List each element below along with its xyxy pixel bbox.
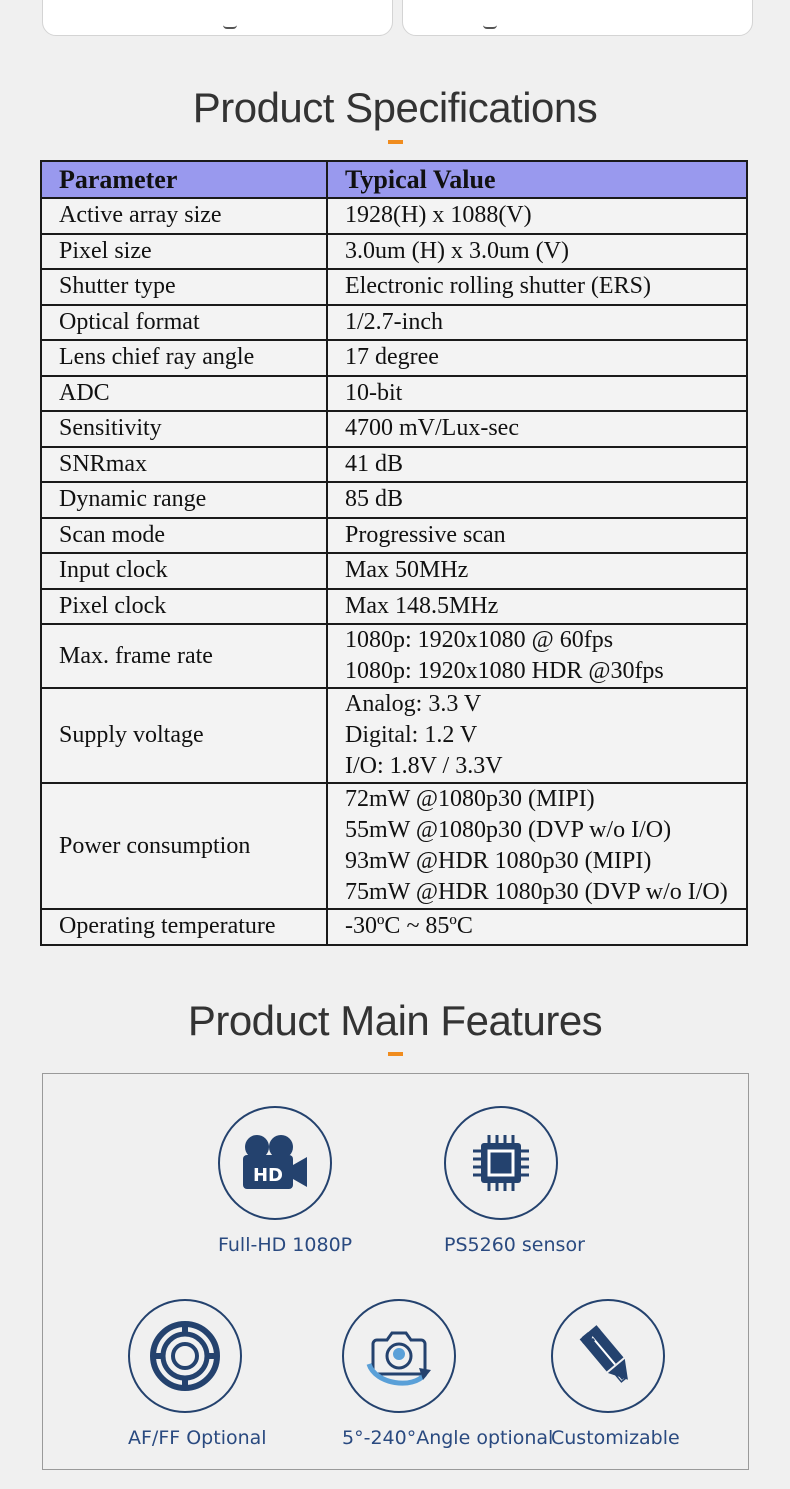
features-title-accent — [388, 1052, 403, 1056]
value-line: 85 dB — [345, 486, 404, 513]
specifications-table — [40, 160, 748, 946]
value-line: 55mW @1080p30 (DVP w/o I/O) — [345, 817, 672, 843]
feature-sensor — [444, 1106, 585, 1256]
parameter-cell: Lens chief ray angle — [41, 340, 327, 376]
parameter-cell: Power consumption — [41, 783, 327, 909]
svg-text:E: E — [613, 1368, 630, 1386]
parameter-cell: Dynamic range — [41, 482, 327, 518]
value-cell — [327, 482, 747, 518]
features-panel — [42, 1073, 749, 1470]
value-line: 3.0um (H) x 3.0um (V) — [345, 237, 569, 264]
feature-label: Customizable — [551, 1427, 680, 1449]
table-row — [41, 198, 747, 234]
table-row — [41, 234, 747, 270]
value-cell — [327, 269, 747, 305]
value-line: 1928(H) x 1088(V) — [345, 202, 532, 229]
value-cell — [327, 783, 747, 909]
parameter-cell: Pixel size — [41, 234, 327, 270]
table-row — [41, 688, 747, 783]
top-card-right — [402, 0, 753, 36]
value-line: Max 50MHz — [345, 557, 469, 584]
value-cell — [327, 518, 747, 554]
table-row — [41, 518, 747, 554]
specifications-title: Product Specifications — [192, 84, 598, 131]
table-row — [41, 305, 747, 341]
value-line: 4700 mV/Lux-sec — [345, 415, 519, 442]
parameter-cell: SNRmax — [41, 447, 327, 483]
feature-label: Full-HD 1080P — [218, 1234, 353, 1256]
value-cell — [327, 376, 747, 412]
table-row — [41, 909, 747, 945]
table-row — [41, 411, 747, 447]
features-title: Product Main Features — [187, 997, 603, 1044]
hd-camera-icon — [218, 1106, 332, 1220]
chip-icon — [444, 1106, 558, 1220]
value-line: 93mW @HDR 1080p30 (MIPI) — [345, 848, 652, 874]
value-line: 10-bit — [345, 379, 403, 406]
header-typical-value: Typical Value — [327, 161, 747, 198]
table-row — [41, 553, 747, 589]
value-line: 75mW @HDR 1080p30 (DVP w/o I/O) — [345, 879, 728, 905]
value-line: -30ºC ~ 85ºC — [345, 913, 473, 940]
table-row — [41, 624, 747, 688]
pencil-edit-icon — [551, 1299, 665, 1413]
parameter-cell: Scan mode — [41, 518, 327, 554]
value-cell — [327, 624, 747, 688]
parameter-cell: Active array size — [41, 198, 327, 234]
value-cell — [327, 305, 747, 341]
parameter-cell: Supply voltage — [41, 688, 327, 783]
value-cell — [327, 589, 747, 625]
table-row — [41, 783, 747, 909]
value-line: Digital: 1.2 V — [345, 722, 478, 748]
value-line: 72mW @1080p30 (MIPI) — [345, 786, 595, 812]
value-line: Electronic rolling shutter (ERS) — [345, 273, 651, 300]
feature-label: PS5260 sensor — [444, 1234, 585, 1256]
value-cell — [327, 447, 747, 483]
parameter-cell: Pixel clock — [41, 589, 327, 625]
svg-text:E: E — [580, 1331, 598, 1349]
header-parameter: Parameter — [41, 161, 327, 198]
camera-rotate-icon — [342, 1299, 456, 1413]
parameter-cell: Operating temperature — [41, 909, 327, 945]
table-row — [41, 340, 747, 376]
value-line: Max 148.5MHz — [345, 592, 499, 619]
feature-af-ff — [128, 1299, 267, 1449]
feature-label: 5°-240°Angle optional — [342, 1427, 554, 1449]
value-cell — [327, 411, 747, 447]
table-header-row — [41, 161, 747, 198]
value-cell — [327, 234, 747, 270]
parameter-cell: Optical format — [41, 305, 327, 341]
parameter-cell: Input clock — [41, 553, 327, 589]
top-card-left — [42, 0, 393, 36]
card-partial-graphic — [223, 25, 237, 29]
value-line: 1080p: 1920x1080 @ 60fps — [345, 627, 614, 653]
value-line: 17 degree — [345, 344, 439, 371]
card-partial-graphic — [483, 25, 497, 29]
table-row — [41, 376, 747, 412]
parameter-cell: Sensitivity — [41, 411, 327, 447]
specifications-title-accent — [388, 140, 403, 144]
value-cell — [327, 553, 747, 589]
value-line: 41 dB — [345, 450, 404, 477]
parameter-cell: Shutter type — [41, 269, 327, 305]
table-row — [41, 447, 747, 483]
table-row — [41, 482, 747, 518]
value-line: 1080p: 1920x1080 HDR @30fps — [345, 658, 664, 684]
parameter-cell: ADC — [41, 376, 327, 412]
table-row — [41, 269, 747, 305]
feature-full-hd — [218, 1106, 353, 1256]
table-row — [41, 589, 747, 625]
value-line: I/O: 1.8V / 3.3V — [345, 753, 503, 779]
svg-text:HD: HD — [252, 1165, 284, 1186]
feature-customizable — [551, 1299, 680, 1449]
feature-label: AF/FF Optional — [128, 1427, 267, 1449]
value-cell — [327, 340, 747, 376]
value-line: Progressive scan — [345, 521, 506, 548]
value-line: 1/2.7-inch — [345, 308, 443, 335]
value-cell — [327, 198, 747, 234]
parameter-cell: Max. frame rate — [41, 624, 327, 688]
value-line: Analog: 3.3 V — [345, 691, 482, 717]
feature-angle — [342, 1299, 554, 1449]
lens-ring-icon — [128, 1299, 242, 1413]
value-cell — [327, 909, 747, 945]
value-cell — [327, 688, 747, 783]
